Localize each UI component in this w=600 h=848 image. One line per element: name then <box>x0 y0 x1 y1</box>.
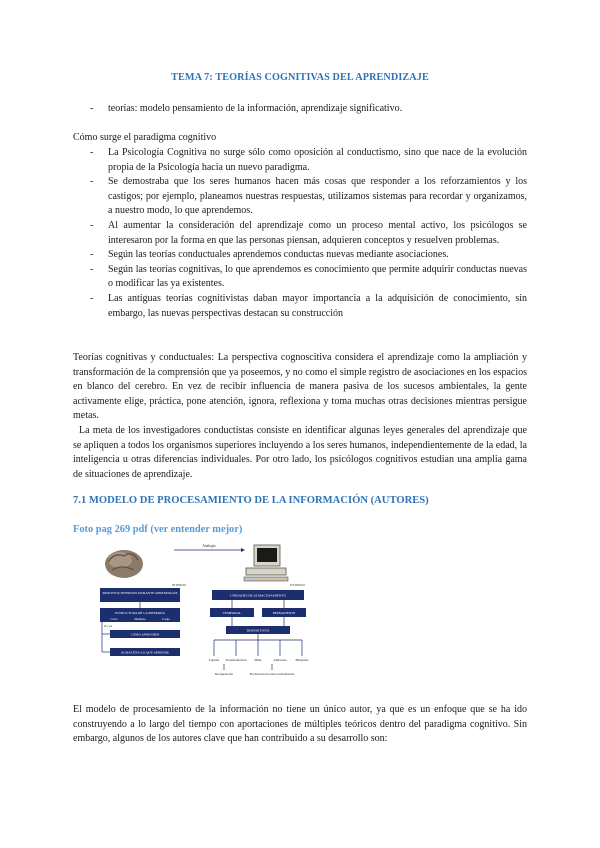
section-heading-paradigm: Cómo surge el paradigma cognitivo <box>73 132 217 143</box>
computer-icon <box>244 545 288 581</box>
section-heading-model: 7.1 MODELO DE PROCESAMIENTO DE LA INFORMACIÓN (AUTORES) <box>73 495 429 506</box>
paragraph-conductistas: La meta de los investigadores conductistas consiste en identificar algunas leyes generales del aprendizaje que se apliquen a todos los organismos superiores incluyendo a los seres humanos, independientemente de la edad, la inteligencia u otras diferencias individuales. Por otro lado, los psicólogos cognitivos estudian una amplia gama de situaciones de aprendizaje. <box>73 425 527 480</box>
left-box-2: CÓMO APRENDER <box>130 632 160 637</box>
left-box-0: PROCESOS INTERNOS DURANTE APRENDIZAJE <box>102 591 178 595</box>
svg-text:Búsqueda: Búsqueda <box>295 658 309 662</box>
left-box-1: ESTRUCTURA DE LA MEMORIA <box>115 611 165 615</box>
right-box-1: TEMPORAL <box>222 611 242 615</box>
figure-analogy-text: Analogía <box>202 544 216 548</box>
paragraph-final: El modelo de procesamiento de la información no tiene un único autor, ya que es un enfoque que se ha ido construyendo a lo largo del tiempo con aportaciones de múltiples teóricos dentro del paradigma cognitivo. Sin embargo, algunos de los autores clave que han contribuido a su desarrollo son: <box>73 704 527 745</box>
svg-text:Recuperación: Recuperación <box>214 672 234 676</box>
svg-text:Corto: Corto <box>110 617 118 621</box>
list-item: - teorías: modelo pensamiento de la información, aprendizaje significativo. <box>73 102 527 117</box>
dash-marker: - <box>90 103 94 114</box>
right-box-3: DISPOSITIVOS <box>246 628 270 633</box>
list-item: - La Psicología Cognitiva no surge sólo como oposición al conductismo, sino que nace de la evolución propia de la Psicología hacia un nuevo paradigma. <box>90 147 527 173</box>
svg-text:Transformación: Transformación <box>225 658 247 662</box>
list-item: - Según las teorías cognitivas, lo que aprendemos es conocimiento que permite adquirir conductas nuevas o modificar las ya existentes. <box>90 263 527 290</box>
svg-text:Producción de nueva informació: Producción de nueva información <box>249 672 295 676</box>
svg-text:Por ser: Por ser <box>104 624 113 628</box>
list-item: - Se demostraba que los seres humanos hacen más cosas que responder a los reforzamientos y los castigos; por ejemplo, planeamos nuestras respuestas, utilizamos sistemas para recordar y organizamos, a nuestro modo, lo que aprendemos. <box>90 176 527 217</box>
photo-label: Foto pag 269 pdf (ver entender mejor) <box>73 524 243 535</box>
svg-text:Largo: Largo <box>162 617 170 621</box>
svg-text:Mide: Mide <box>254 658 262 662</box>
svg-text:Captura: Captura <box>208 658 220 662</box>
left-tag: INTERNO <box>172 583 186 587</box>
page-title: TEMA 7: TEORÍAS COGNITIVAS DEL APRENDIZAJE <box>171 72 429 83</box>
right-box-2: PERMANENTE <box>272 611 296 615</box>
analogy-diagram <box>96 542 336 688</box>
right-tag: EXTERNO <box>290 583 305 587</box>
brain-icon <box>105 550 143 578</box>
svg-text:Almacena: Almacena <box>273 658 287 662</box>
left-box-3: ALMACENA LO QUE APRENDE <box>120 650 170 655</box>
intro-list <box>73 102 527 117</box>
list-item: - Según las teorías conductuales aprendemos conductas nuevas mediante asociaciones. <box>90 249 449 261</box>
paragraph-cognitive: Teorías cognitivas y conductuales: La perspectiva cognoscitiva considera el aprendizaje como la ampliación y transformación de la comprensión que ya poseemos, y no como el simple registro de asociaciones en los espacios en blanco del cerebro. En vez de recibir influencia de manera pasiva de los sucesos ambientales, la gente activamente elige, práctica, pone atención, ignora, reflexiona y toma muchas otras decisiones mientras persigue metas. <box>73 352 527 422</box>
right-box-0: UNIDADES DE ALMACENAMIENTO <box>230 593 286 598</box>
paradigm-list <box>73 146 527 321</box>
list-item: - Al aumentar la consideración del aprendizaje como un proceso mental activo, los psicólogos se interesaron por la forma en que las personas piensan, adquieren conceptos y resuelven problemas. <box>90 219 527 246</box>
list-item: - Las antiguas teorías cognitivistas daban mayor importancia a la adquisición de conocimiento, sin embargo, las nuevas perspectivas destacan su construcción <box>90 292 527 319</box>
svg-text:Mediano: Mediano <box>134 617 146 621</box>
